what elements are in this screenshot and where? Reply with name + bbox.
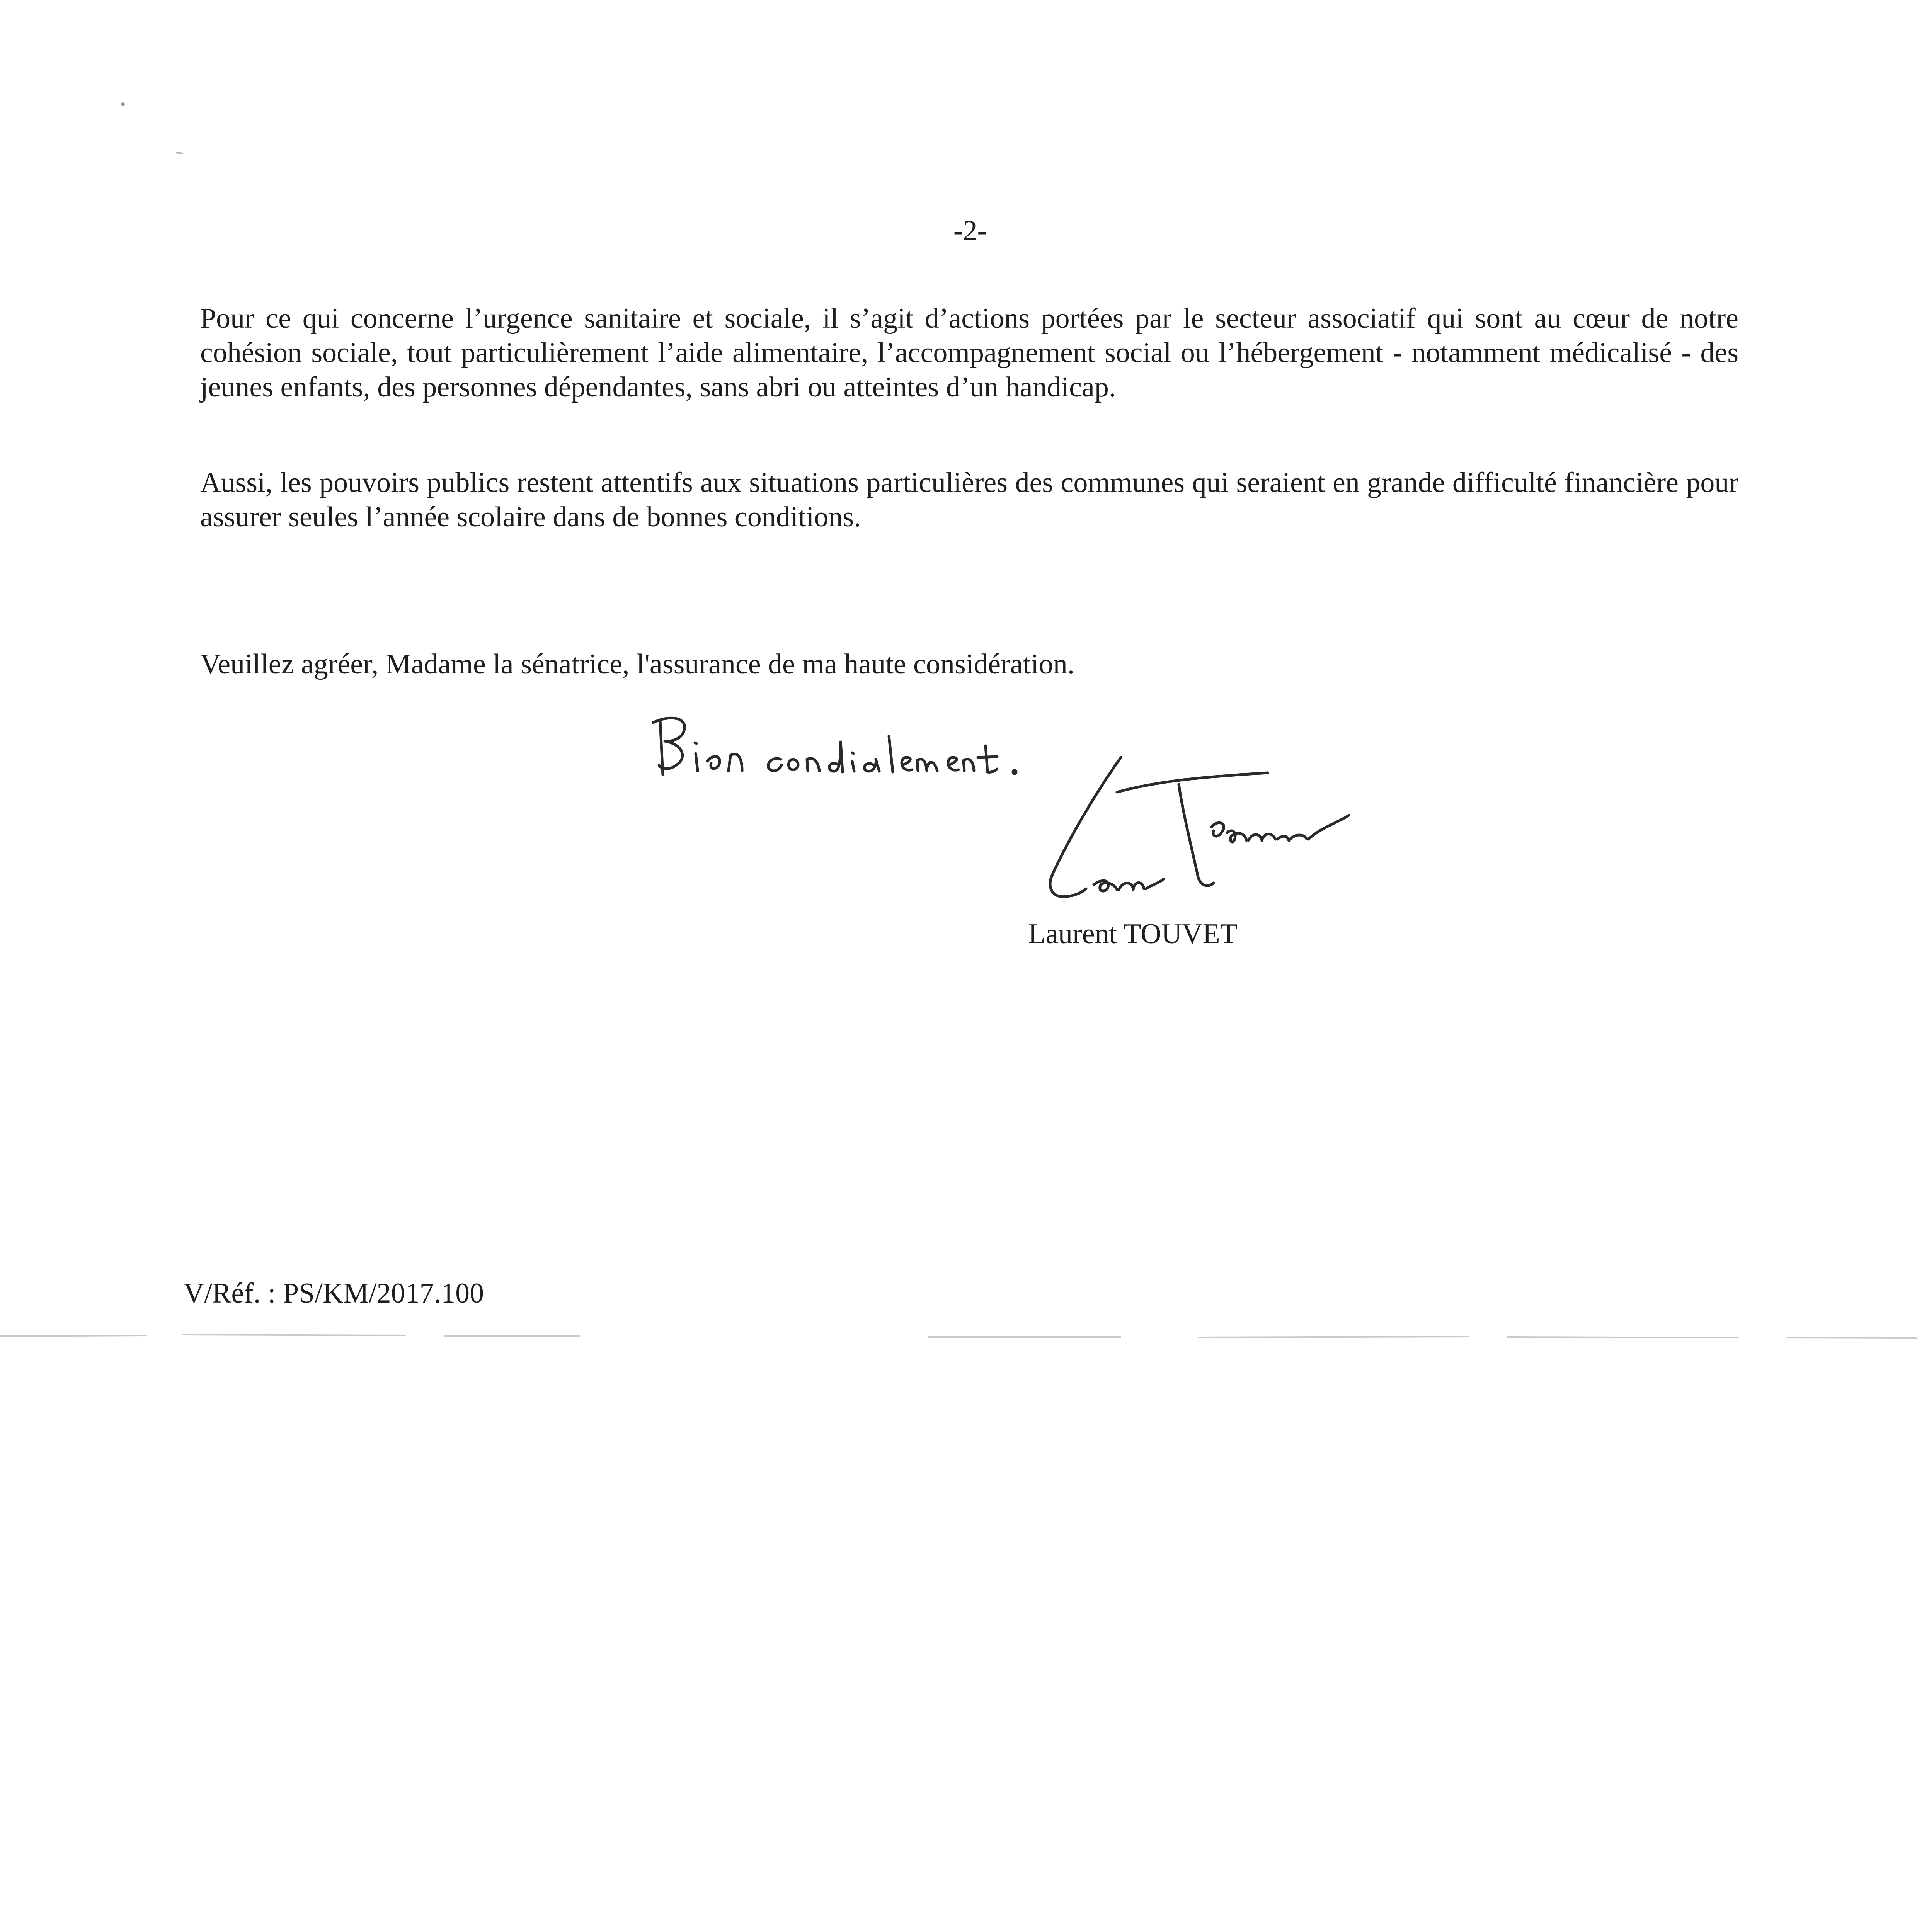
signatory-name: Laurent TOUVET xyxy=(1028,918,1238,950)
scan-fold-line xyxy=(0,1329,1917,1345)
page-number: -2- xyxy=(953,215,987,247)
body-paragraph: Pour ce qui concerne l’urgence sanitaire et sociale, il s’agit d’actions portées par le secteur associatif qui sont au cœur de notre cohésion sociale, tout particulièrement l’aide alimentaire, l’accompagnement social ou l’hébergement - notamment médicalisé - des jeunes enfants, des personnes dépendantes, sans abri ou atteintes d’un handicap. xyxy=(200,303,1738,403)
handwritten-signature xyxy=(1036,750,1415,920)
scan-specks xyxy=(0,0,232,174)
reference-line: V/Réf. : PS/KM/2017.100 xyxy=(184,1277,484,1309)
handwritten-closing xyxy=(645,707,1032,796)
body-paragraph: Aussi, les pouvoirs publics restent attentifs aux situations particulières des communes qui seraient en grande difficulté financière pour assurer seules l’année scolaire dans de bonnes conditions. xyxy=(200,467,1738,533)
closing-formula: Veuillez agréer, Madame la sénatrice, l'assurance de ma haute considération. xyxy=(200,648,1075,680)
